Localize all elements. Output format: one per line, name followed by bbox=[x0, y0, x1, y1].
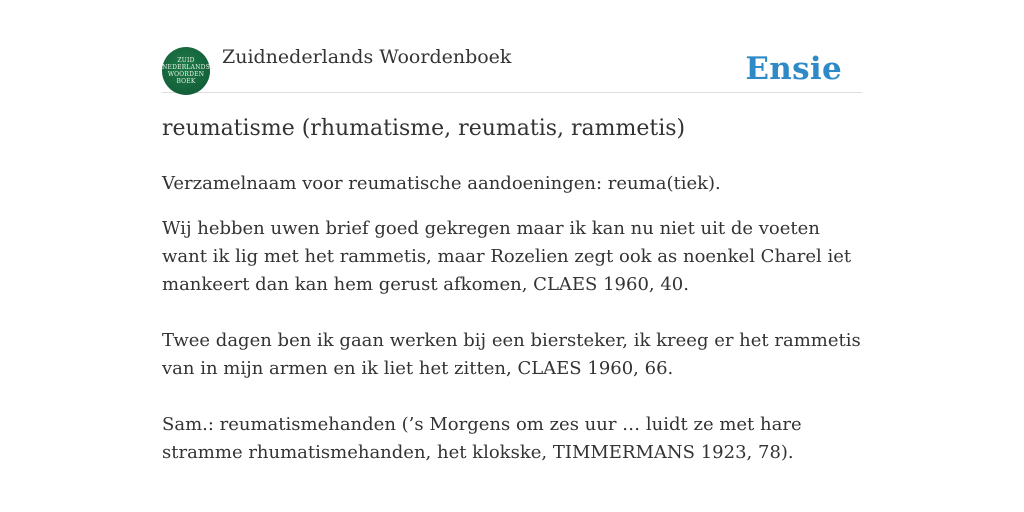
entry-title: reumatisme (rhumatisme, reumatis, rammetis) bbox=[162, 116, 686, 141]
logo-line: ZUID bbox=[177, 57, 195, 64]
example-paragraph: Sam.: reumatismehanden (’s Morgens om zes uur … luidt ze met hare stramme rhumatismehanden, het klokske, TIMMERMANS 1923, 78). bbox=[162, 414, 802, 463]
entry-definition: Verzamelnaam voor reumatische aandoeningen: reuma(tiek). bbox=[162, 173, 721, 194]
header bbox=[162, 0, 862, 93]
source-name-link[interactable]: Zuidnederlands Woordenboek bbox=[222, 46, 512, 68]
ensie-logo-link[interactable]: Ensie bbox=[745, 51, 842, 87]
logo-line: NEDERLANDS bbox=[162, 64, 210, 71]
example-paragraph: Wij hebben uwen brief goed gekregen maar ik kan nu niet uit de voeten want ik lig met het rammetis, maar Rozelien zegt ook as noenkel Charel iet mankeert dan kan hem gerust afkomen, CLAES 1960, 40. bbox=[162, 218, 852, 295]
example-paragraph: Twee dagen ben ik gaan werken bij een biersteker, ik kreeg er het rammetis van in mijn armen en ik liet het zitten, CLAES 1960, 66. bbox=[162, 330, 861, 379]
source-logo[interactable] bbox=[162, 47, 210, 95]
logo-line: WOORDEN bbox=[167, 71, 205, 78]
logo-line: BOEK bbox=[176, 78, 196, 85]
page-container bbox=[162, 0, 862, 463]
entry-examples bbox=[162, 215, 862, 495]
